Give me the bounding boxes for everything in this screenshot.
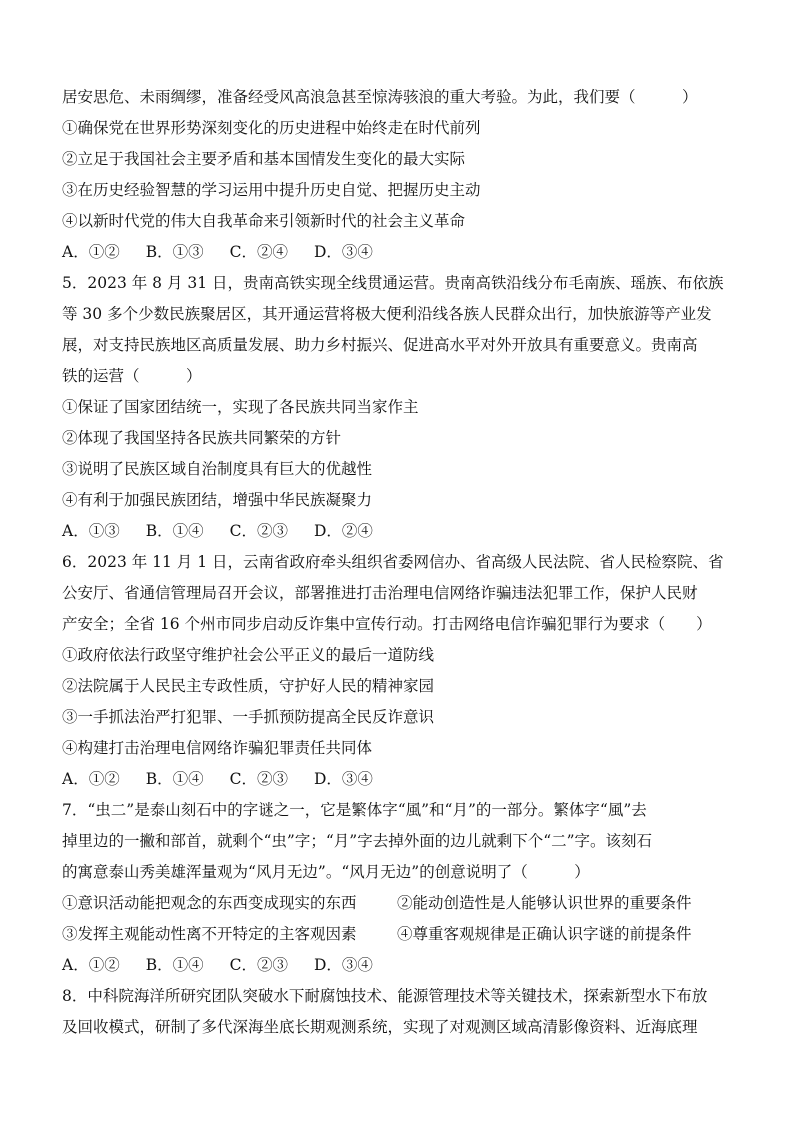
statement-2: ②立足于我国社会主要矛盾和基本国情发生变化的最大实际	[62, 150, 466, 168]
question-stem-line: 公安厅、省通信管理局召开会议，部署推进打击治理电信网络诈骗违法犯罪工作，保护人民财	[62, 584, 698, 602]
statement-3: ③一手抓法治严打犯罪、一手抓预防提高全民反诈意识	[62, 708, 435, 726]
statement-2: ②法院属于人民民主专政性质，守护好人民的精神家园	[62, 677, 435, 695]
question-stem-line: 及回收模式，研制了多代深海坐底长期观测系统，实现了对观测区域高清影像资料、近海底理	[62, 1018, 698, 1036]
option-d: D．③④	[313, 956, 373, 974]
option-b: B．①③	[145, 243, 204, 261]
statement-row	[62, 888, 734, 919]
question-stem-line: 6．2023 年 11 月 1 日，云南省政府牵头组织省委网信办、省高级人民法院、省人民检察院、省	[62, 553, 724, 571]
statement-3: ③说明了民族区域自治制度具有巨大的优越性	[62, 460, 373, 478]
option-d: D．②④	[313, 522, 373, 540]
answer-options	[62, 516, 734, 547]
question-5	[62, 268, 734, 547]
question-stem-line: 产安全；全省 16 个州市同步启动反诈集中宣传行动。打击网络电信诈骗犯罪行为要求（ ）	[62, 615, 712, 633]
option-a: A．①②	[62, 243, 120, 261]
question-8	[62, 981, 734, 1043]
question-stem-line: 展，对支持民族地区高质量发展、助力乡村振兴、促进高水平对外开放具有重要意义。贵南高	[62, 336, 698, 354]
answer-options	[62, 950, 734, 981]
option-c: C．②④	[229, 243, 288, 261]
question-stem-line: 等 30 多个少数民族聚居区，其开通运营将极大便利沿线各族人民群众出行，加快旅游等产业发	[62, 305, 712, 323]
question-stem-line: 掉里边的一撇和部首，就剩个“虫”字；“月”字去掉外面的边儿就剩下个“二”字。该刻石	[62, 832, 653, 850]
question-stem-line: 8．中科院海洋所研究团队突破水下耐腐蚀技术、能源管理技术等关键技术，探索新型水下布放	[62, 987, 708, 1005]
option-c: C．②③	[229, 522, 288, 540]
statement-4: ④有利于加强民族团结，增强中华民族凝聚力	[62, 491, 373, 509]
statement-1: ①确保党在世界形势深刻变化的历史进程中始终走在时代前列	[62, 119, 481, 137]
question-stem-line: 7．“虫二”是泰山刻石中的字谜之一，它是繁体字“風”和“月”的一部分。繁体字“風”去	[62, 801, 647, 819]
question-4	[62, 82, 734, 268]
option-c: C．②③	[229, 770, 288, 788]
question-7	[62, 795, 734, 981]
statement-1: ①政府依法行政坚守维护社会公平正义的最后一道防线	[62, 646, 435, 664]
statement-3: ③发挥主观能动性离不开特定的主客观因素	[62, 925, 357, 943]
answer-options	[62, 764, 734, 795]
option-d: D．③④	[313, 243, 373, 261]
option-a: A．①②	[62, 956, 120, 974]
option-b: B．①④	[145, 770, 204, 788]
option-b: B．①④	[145, 522, 204, 540]
answer-options	[62, 237, 734, 268]
statement-4: ④尊重客观规律是正确认识字谜的前提条件	[397, 925, 692, 943]
option-d: D．③④	[313, 770, 373, 788]
option-b: B．①④	[145, 956, 204, 974]
option-a: A．①③	[62, 522, 120, 540]
statement-1: ①意识活动能把观念的东西变成现实的东西	[62, 894, 357, 912]
exam-page	[62, 82, 734, 1043]
statement-4: ④以新时代党的伟大自我革命来引领新时代的社会主义革命	[62, 212, 466, 230]
question-stem-line: 铁的运营（ ）	[62, 367, 202, 385]
statement-2: ②能动创造性是人能够认识世界的重要条件	[397, 894, 692, 912]
statement-4: ④构建打击治理电信网络诈骗犯罪责任共同体	[62, 739, 373, 757]
statement-row	[62, 919, 734, 950]
question-stem-line: 居安思危、未雨绸缪，准备经受风高浪急甚至惊涛骇浪的重大考验。为此，我们要（ ）	[62, 88, 698, 106]
question-stem-line: 5．2023 年 8 月 31 日，贵南高铁实现全线贯通运营。贵南高铁沿线分布毛南族、瑶族、布依族	[62, 274, 724, 292]
question-stem-line: 的寓意泰山秀美雄浑量观为“风月无边”。“风月无边”的创意说明了（ ）	[62, 863, 590, 881]
option-a: A．①②	[62, 770, 120, 788]
statement-3: ③在历史经验智慧的学习运用中提升历史自觉、把握历史主动	[62, 181, 481, 199]
option-c: C．②③	[229, 956, 288, 974]
statement-2: ②体现了我国坚持各民族共同繁荣的方针	[62, 429, 342, 447]
statement-1: ①保证了国家团结统一，实现了各民族共同当家作主	[62, 398, 419, 416]
question-6	[62, 547, 734, 795]
